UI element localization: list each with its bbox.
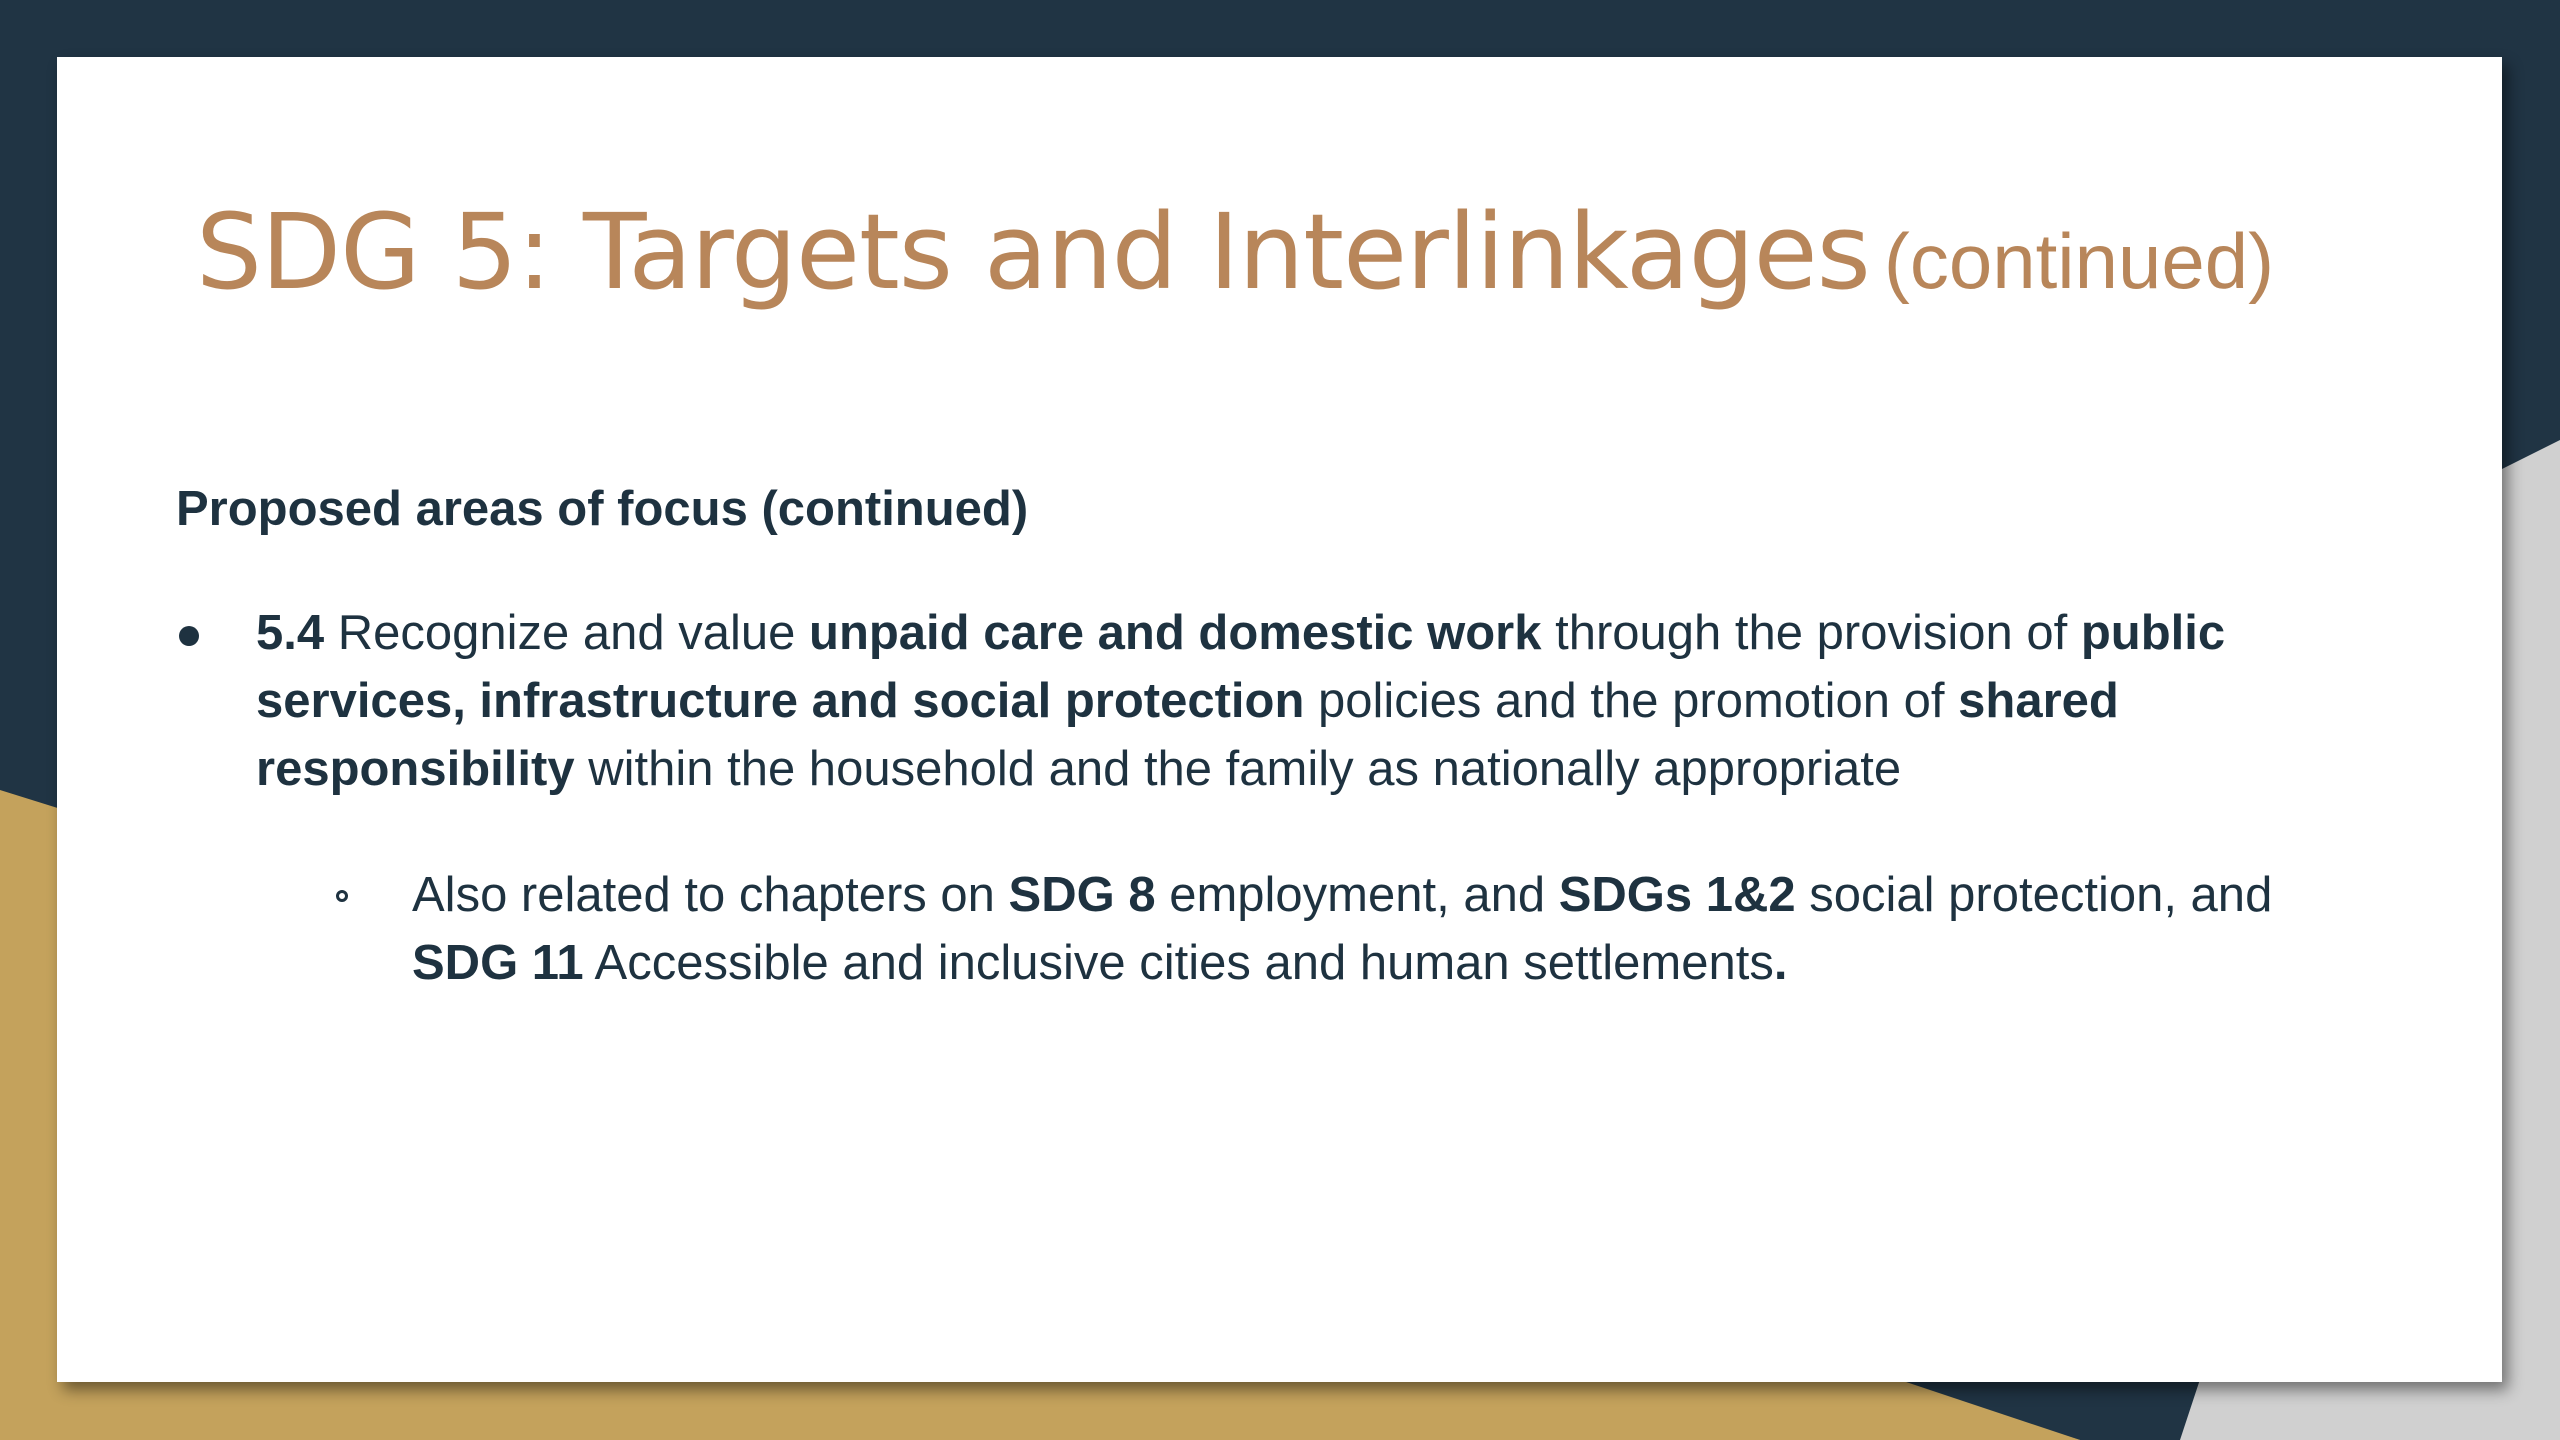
target-number: 5.4 [256,606,325,660]
bullet-text-1: Recognize and value [324,606,810,660]
slide-body [176,475,2316,997]
bullet-text-3: policies and the promotion of [1304,674,1959,728]
bullet-text-2: through the provision of [1541,606,2081,660]
subbullet-bold-4: . [1773,936,1788,990]
bullet-bold-2: public services, infrastructure and social protection [256,606,2226,728]
title-main: SDG 5: Targets and Interlinkages [196,191,1870,313]
subbullet-text-1: Also related to chapters on [412,868,1009,922]
subbullet-bold-3: SDG 11 [412,936,584,990]
subbullet-bold-2: SDGs 1&2 [1558,868,1796,922]
slide-title [196,191,2275,313]
title-suffix: (continued) [1883,217,2275,305]
subbullet-item [176,861,2316,997]
hollow-bullet-icon [336,890,348,902]
subbullet-text-4: Accessible and inclusive cities and human settlements [583,936,1774,990]
bullet-dot-icon [179,626,199,646]
background-gold-band [0,1380,2080,1440]
subbullet-text-2: employment, and [1155,868,1559,922]
bullet-bold-1: unpaid care and domestic work [809,606,1542,660]
bullet-item [176,599,2316,803]
subheading: Proposed areas of focus (continued) [176,482,1029,536]
subbullet-bold-1: SDG 8 [1008,868,1156,922]
subbullet-text-3: social protection, and [1795,868,2273,922]
bullet-text-4: within the household and the family as nationally appropriate [574,742,1902,796]
bullet-bold-3: shared responsibility [256,674,2119,796]
